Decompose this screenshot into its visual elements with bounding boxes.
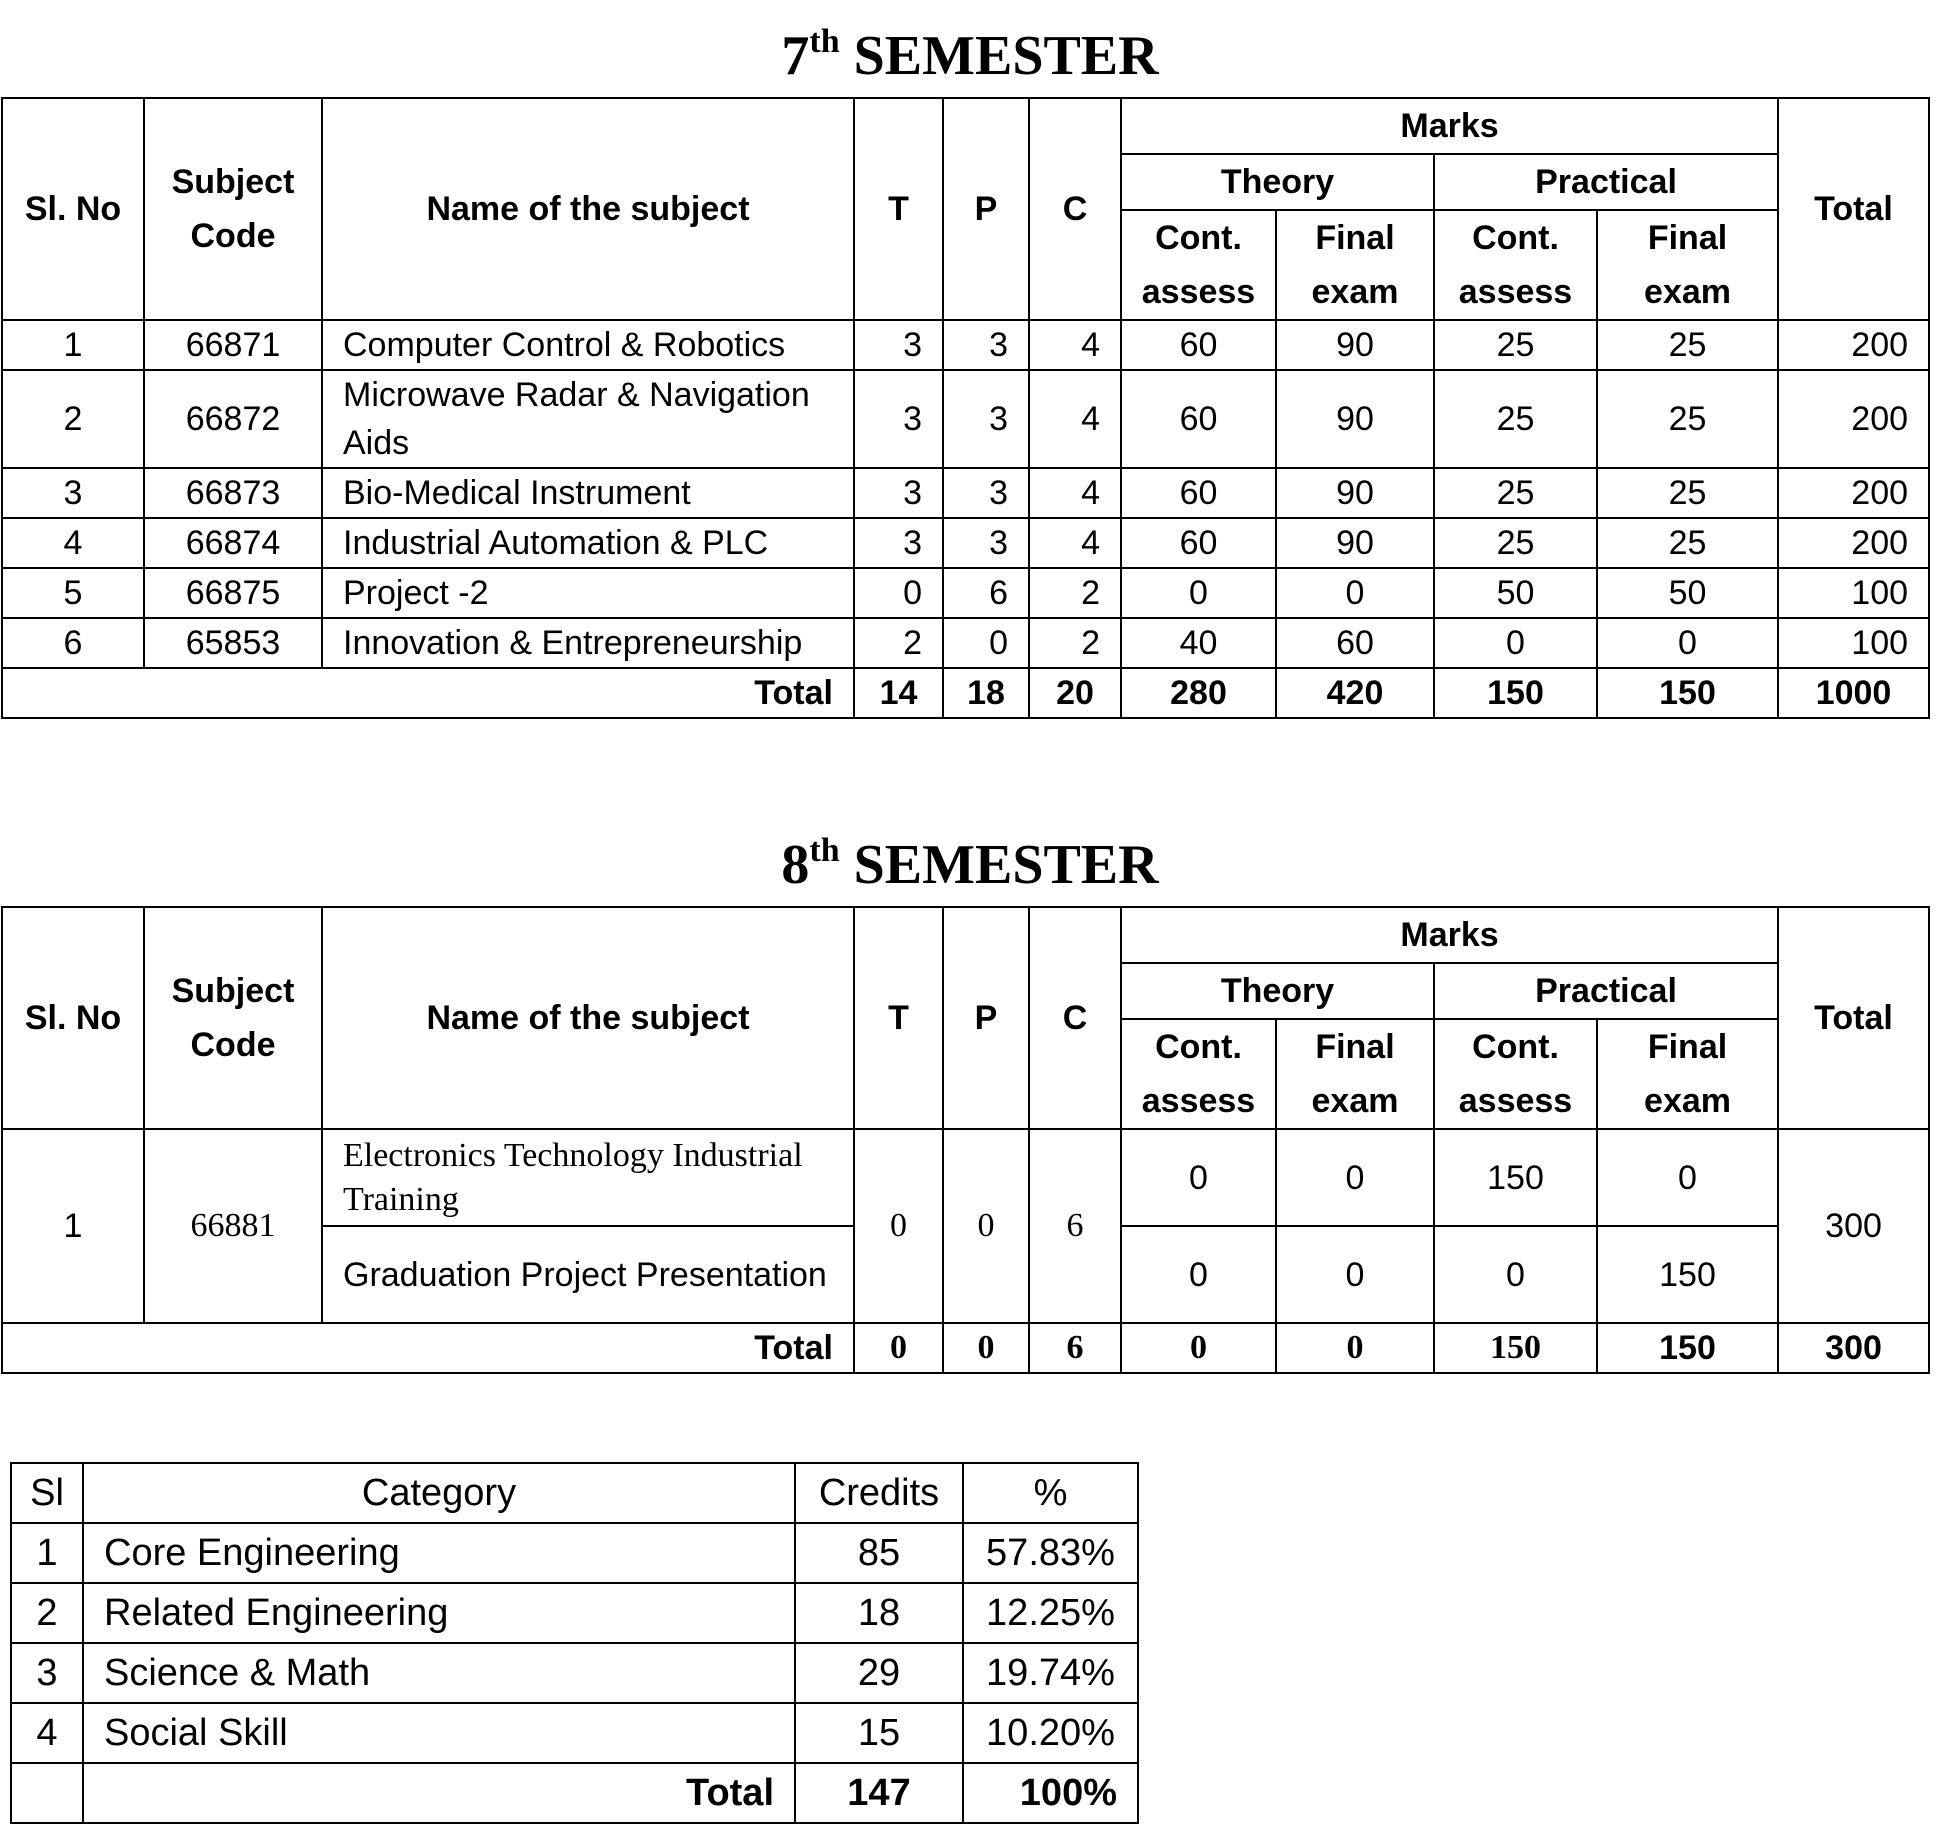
theory-final-exam-cell: 0 bbox=[1276, 1129, 1434, 1226]
total-cell: 200 bbox=[1778, 518, 1929, 568]
theory-cont-assess-cell: 0 bbox=[1121, 568, 1276, 618]
credits-cell: 15 bbox=[795, 1703, 963, 1763]
credits-cell: 29 bbox=[795, 1643, 963, 1703]
subject-name-cell: Microwave Radar & Navigation Aids bbox=[322, 370, 854, 468]
practical-cont-assess-cell: 0 bbox=[1434, 618, 1597, 668]
t-cell: 0 bbox=[854, 568, 943, 618]
table-row bbox=[2, 618, 1929, 668]
theory-cont-assess-cell: 0 bbox=[1121, 1226, 1276, 1323]
col-sl: Sl bbox=[11, 1463, 83, 1523]
p-cell: 3 bbox=[943, 320, 1029, 370]
subject-name-cell: Electronics Technology Industrial Training bbox=[322, 1129, 854, 1226]
theory-cont-assess-cell: 60 bbox=[1121, 468, 1276, 518]
sem8-total-row bbox=[2, 1323, 1929, 1373]
col-practical: Practical bbox=[1434, 154, 1778, 210]
total-cell: 200 bbox=[1778, 320, 1929, 370]
theory-final-exam-cell: 90 bbox=[1276, 320, 1434, 370]
p-cell: 3 bbox=[943, 518, 1029, 568]
theory-cont-assess-cell: 40 bbox=[1121, 618, 1276, 668]
col-practical-cont-assess: Cont. assess bbox=[1434, 1019, 1597, 1129]
total-label: Total bbox=[83, 1763, 795, 1823]
sl-cell: 1 bbox=[2, 1129, 144, 1323]
total-cell: 100 bbox=[1778, 618, 1929, 668]
table-row bbox=[2, 320, 1929, 370]
col-p: P bbox=[943, 907, 1029, 1129]
sl-cell: 3 bbox=[11, 1643, 83, 1703]
code-cell: 66874 bbox=[144, 518, 322, 568]
col-total: Total bbox=[1778, 907, 1929, 1129]
total-cell: 200 bbox=[1778, 468, 1929, 518]
sl-cell: 1 bbox=[11, 1523, 83, 1583]
col-theory: Theory bbox=[1121, 154, 1434, 210]
total-c: 6 bbox=[1029, 1323, 1121, 1373]
practical-final-exam-cell: 150 bbox=[1597, 1226, 1778, 1323]
c-cell: 4 bbox=[1029, 518, 1121, 568]
practical-cont-assess-cell: 25 bbox=[1434, 518, 1597, 568]
table-row bbox=[2, 518, 1929, 568]
category-header-row bbox=[11, 1463, 1138, 1523]
practical-final-exam-cell: 25 bbox=[1597, 370, 1778, 468]
col-marks: Marks bbox=[1121, 907, 1778, 963]
p-cell: 0 bbox=[943, 1129, 1029, 1323]
table-row bbox=[2, 468, 1929, 518]
col-t: T bbox=[854, 907, 943, 1129]
sl-cell: 4 bbox=[2, 518, 144, 568]
sl-cell: 5 bbox=[2, 568, 144, 618]
total-credits: 147 bbox=[795, 1763, 963, 1823]
total-cell: 300 bbox=[1778, 1129, 1929, 1323]
sem7-total-row bbox=[2, 668, 1929, 718]
total-theory-final-exam: 420 bbox=[1276, 668, 1434, 718]
col-c: C bbox=[1029, 98, 1121, 320]
col-theory: Theory bbox=[1121, 963, 1434, 1019]
code-cell: 66881 bbox=[144, 1129, 322, 1323]
p-cell: 0 bbox=[943, 618, 1029, 668]
col-total: Total bbox=[1778, 98, 1929, 320]
category-total-row bbox=[11, 1763, 1138, 1823]
total-label: Total bbox=[2, 1323, 854, 1373]
total-theory-final-exam: 0 bbox=[1276, 1323, 1434, 1373]
t-cell: 3 bbox=[854, 468, 943, 518]
total-cell: 100 bbox=[1778, 568, 1929, 618]
percent-cell: 10.20% bbox=[963, 1703, 1138, 1763]
percent-cell: 57.83% bbox=[963, 1523, 1138, 1583]
col-subject-name: Name of the subject bbox=[322, 907, 854, 1129]
code-cell: 66875 bbox=[144, 568, 322, 618]
category-cell: Related Engineering bbox=[83, 1583, 795, 1643]
practical-cont-assess-cell: 25 bbox=[1434, 468, 1597, 518]
total-p: 18 bbox=[943, 668, 1029, 718]
t-cell: 0 bbox=[854, 1129, 943, 1323]
total-theory-cont-assess: 0 bbox=[1121, 1323, 1276, 1373]
category-cell: Science & Math bbox=[83, 1643, 795, 1703]
theory-cont-assess-cell: 60 bbox=[1121, 518, 1276, 568]
sl-cell: 2 bbox=[2, 370, 144, 468]
col-practical-final-exam: Final exam bbox=[1597, 1019, 1778, 1129]
total-practical-cont-assess: 150 bbox=[1434, 668, 1597, 718]
col-practical-cont-assess: Cont. assess bbox=[1434, 210, 1597, 320]
category-cell: Core Engineering bbox=[83, 1523, 795, 1583]
table-row bbox=[2, 568, 1929, 618]
theory-final-exam-cell: 90 bbox=[1276, 468, 1434, 518]
col-theory-cont-assess: Cont. assess bbox=[1121, 1019, 1276, 1129]
subject-name-cell: Industrial Automation & PLC bbox=[322, 518, 854, 568]
code-cell: 65853 bbox=[144, 618, 322, 668]
credits-cell: 18 bbox=[795, 1583, 963, 1643]
c-cell: 2 bbox=[1029, 568, 1121, 618]
t-cell: 3 bbox=[854, 518, 943, 568]
practical-final-exam-cell: 25 bbox=[1597, 518, 1778, 568]
t-cell: 2 bbox=[854, 618, 943, 668]
theory-final-exam-cell: 0 bbox=[1276, 1226, 1434, 1323]
list-item bbox=[11, 1703, 1138, 1763]
col-marks: Marks bbox=[1121, 98, 1778, 154]
practical-cont-assess-cell: 25 bbox=[1434, 370, 1597, 468]
subject-name-cell: Innovation & Entrepreneurship bbox=[322, 618, 854, 668]
practical-final-exam-cell: 0 bbox=[1597, 618, 1778, 668]
percent-cell: 12.25% bbox=[963, 1583, 1138, 1643]
sl-cell: 4 bbox=[11, 1703, 83, 1763]
theory-cont-assess-cell: 0 bbox=[1121, 1129, 1276, 1226]
col-practical: Practical bbox=[1434, 963, 1778, 1019]
total-t: 0 bbox=[854, 1323, 943, 1373]
list-item bbox=[11, 1643, 1138, 1703]
theory-final-exam-cell: 90 bbox=[1276, 370, 1434, 468]
total-theory-cont-assess: 280 bbox=[1121, 668, 1276, 718]
practical-final-exam-cell: 25 bbox=[1597, 468, 1778, 518]
c-cell: 2 bbox=[1029, 618, 1121, 668]
total-grand: 1000 bbox=[1778, 668, 1929, 718]
practical-final-exam-cell: 0 bbox=[1597, 1129, 1778, 1226]
c-cell: 4 bbox=[1029, 468, 1121, 518]
col-category: Category bbox=[83, 1463, 795, 1523]
total-p: 0 bbox=[943, 1323, 1029, 1373]
col-sl-no: Sl. No bbox=[2, 98, 144, 320]
col-c: C bbox=[1029, 907, 1121, 1129]
p-cell: 3 bbox=[943, 370, 1029, 468]
total-label: Total bbox=[2, 668, 854, 718]
col-p: P bbox=[943, 98, 1029, 320]
sem8-title: 8th SEMESTER bbox=[781, 832, 1159, 896]
col-subject-name: Name of the subject bbox=[322, 98, 854, 320]
c-cell: 4 bbox=[1029, 320, 1121, 370]
sl-cell: 6 bbox=[2, 618, 144, 668]
sl-cell: 2 bbox=[11, 1583, 83, 1643]
theory-final-exam-cell: 60 bbox=[1276, 618, 1434, 668]
col-credits: Credits bbox=[795, 1463, 963, 1523]
code-cell: 66872 bbox=[144, 370, 322, 468]
col-subject-code: Subject Code bbox=[144, 907, 322, 1129]
list-item bbox=[11, 1583, 1138, 1643]
col-sl-no: Sl. No bbox=[2, 907, 144, 1129]
credits-cell: 85 bbox=[795, 1523, 963, 1583]
total-t: 14 bbox=[854, 668, 943, 718]
category-table bbox=[10, 1462, 1139, 1824]
sem7-title: 7th SEMESTER bbox=[781, 23, 1159, 87]
practical-final-exam-cell: 25 bbox=[1597, 320, 1778, 370]
col-theory-final-exam: Final exam bbox=[1276, 1019, 1434, 1129]
percent-cell: 19.74% bbox=[963, 1643, 1138, 1703]
total-practical-cont-assess: 150 bbox=[1434, 1323, 1597, 1373]
total-c: 20 bbox=[1029, 668, 1121, 718]
sl-cell: 1 bbox=[2, 320, 144, 370]
col-theory-final-exam: Final exam bbox=[1276, 210, 1434, 320]
practical-cont-assess-cell: 50 bbox=[1434, 568, 1597, 618]
total-cell: 200 bbox=[1778, 370, 1929, 468]
practical-cont-assess-cell: 150 bbox=[1434, 1129, 1597, 1226]
c-cell: 6 bbox=[1029, 1129, 1121, 1323]
theory-final-exam-cell: 0 bbox=[1276, 568, 1434, 618]
p-cell: 6 bbox=[943, 568, 1029, 618]
subject-name-cell: Graduation Project Presentation bbox=[322, 1226, 854, 1323]
col-practical-final-exam: Final exam bbox=[1597, 210, 1778, 320]
subject-name-cell: Computer Control & Robotics bbox=[322, 320, 854, 370]
theory-cont-assess-cell: 60 bbox=[1121, 370, 1276, 468]
col-theory-cont-assess: Cont. assess bbox=[1121, 210, 1276, 320]
category-cell: Social Skill bbox=[83, 1703, 795, 1763]
total-practical-final-exam: 150 bbox=[1597, 1323, 1778, 1373]
empty-cell bbox=[11, 1763, 83, 1823]
c-cell: 4 bbox=[1029, 370, 1121, 468]
list-item bbox=[11, 1523, 1138, 1583]
code-cell: 66873 bbox=[144, 468, 322, 518]
theory-final-exam-cell: 90 bbox=[1276, 518, 1434, 568]
sem7-table bbox=[1, 97, 1930, 719]
t-cell: 3 bbox=[854, 370, 943, 468]
sem8-table bbox=[1, 906, 1930, 1374]
practical-cont-assess-cell: 25 bbox=[1434, 320, 1597, 370]
total-grand: 300 bbox=[1778, 1323, 1929, 1373]
theory-cont-assess-cell: 60 bbox=[1121, 320, 1276, 370]
col-percent: % bbox=[963, 1463, 1138, 1523]
table-row bbox=[2, 1129, 1929, 1226]
total-practical-final-exam: 150 bbox=[1597, 668, 1778, 718]
sl-cell: 3 bbox=[2, 468, 144, 518]
subject-name-cell: Project -2 bbox=[322, 568, 854, 618]
col-subject-code: Subject Code bbox=[144, 98, 322, 320]
practical-cont-assess-cell: 0 bbox=[1434, 1226, 1597, 1323]
p-cell: 3 bbox=[943, 468, 1029, 518]
table-row bbox=[2, 370, 1929, 468]
col-t: T bbox=[854, 98, 943, 320]
subject-name-cell: Bio-Medical Instrument bbox=[322, 468, 854, 518]
total-percent: 100% bbox=[963, 1763, 1138, 1823]
practical-final-exam-cell: 50 bbox=[1597, 568, 1778, 618]
code-cell: 66871 bbox=[144, 320, 322, 370]
t-cell: 3 bbox=[854, 320, 943, 370]
